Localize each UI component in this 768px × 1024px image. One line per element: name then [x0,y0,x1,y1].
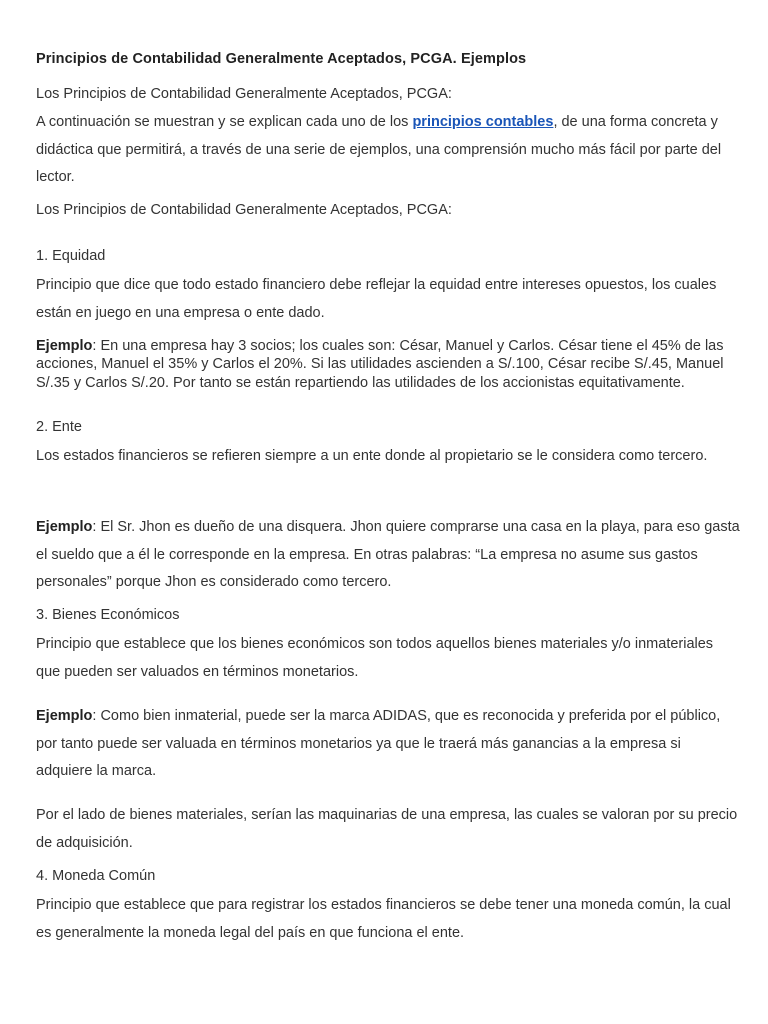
section-heading-moneda-comun: 4. Moneda Común [36,868,156,884]
intro-text-after: , de una forma concreta y didáctica que permitirá, a través de una serie de ejemplos, una comprensión mucho más fácil por parte del lector. [36,114,722,185]
intro-heading-2: Los Principios de Contabilidad Generalmente Aceptados, PCGA: [36,202,452,218]
section-heading-equidad: 1. Equidad [36,248,106,264]
example-label: Ejemplo [36,519,93,535]
example-text: : En una empresa hay 3 socios; los cuales son: César, Manuel y Carlos. César tiene el 45% de las acciones, Manuel el 35% y Carlos el 20%. Si las utilidades ascienden a S/.100, César recibe S/.45, Manuel S/.35 y Carlos S/.20. Por tanto se están repartiendo las utilidades de los accionistas equitativamente. [36,338,724,391]
section-text-bienes-economicos: Principio que establece que los bienes económicos son todos aquellos bienes materiales y/o inmateriales que pueden ser valuados en términos monetarios. [36,636,714,680]
section-text-ente: Los estados financieros se refieren siempre a un ente donde al propietario se le considera como tercero. [36,448,708,464]
section-example-ente [36,514,740,597]
example-label: Ejemplo [36,708,93,724]
intro-heading: Los Principios de Contabilidad Generalmente Aceptados, PCGA: [36,86,452,102]
section-extra-bienes-materiales: Por el lado de bienes materiales, serían las maquinarias de una empresa, las cuales se valoran por su precio de adquisición. [36,807,738,851]
example-text: : El Sr. Jhon es dueño de una disquera. Jhon quiere comprarse una casa en la playa, para eso gasta el sueldo que a él le corresponde en la empresa. En otras palabras: “La empresa no asume sus gastos personales” porque Jhon es considerado como tercero. [36,519,740,590]
section-text-moneda-comun: Principio que establece que para registrar los estados financieros se debe tener una moneda común, la cual es generalmente la moneda legal del país en que funciona el ente. [36,897,731,941]
intro-text-before: A continuación se muestran y se explican cada uno de los [36,114,413,130]
document-title: Principios de Contabilidad Generalmente Aceptados, PCGA. Ejemplos [36,51,527,67]
section-example-equidad [36,337,740,392]
intro-paragraph [36,109,740,192]
section-heading-ente: 2. Ente [36,419,82,435]
example-text: : Como bien inmaterial, puede ser la marca ADIDAS, que es reconocida y preferida por el público, por tanto puede ser valuada en términos monetarios ya que le traerá más ganancias a la empresa si adquiere la marca. [36,708,721,779]
section-text-equidad: Principio que dice que todo estado financiero debe reflejar la equidad entre intereses opuestos, los cuales están en juego en una empresa o ente dado. [36,277,717,321]
section-example-bienes-economicos [36,703,740,786]
example-label: Ejemplo [36,338,93,354]
section-heading-bienes-economicos: 3. Bienes Económicos [36,607,180,623]
principios-contables-link[interactable]: principios contables [412,114,554,130]
